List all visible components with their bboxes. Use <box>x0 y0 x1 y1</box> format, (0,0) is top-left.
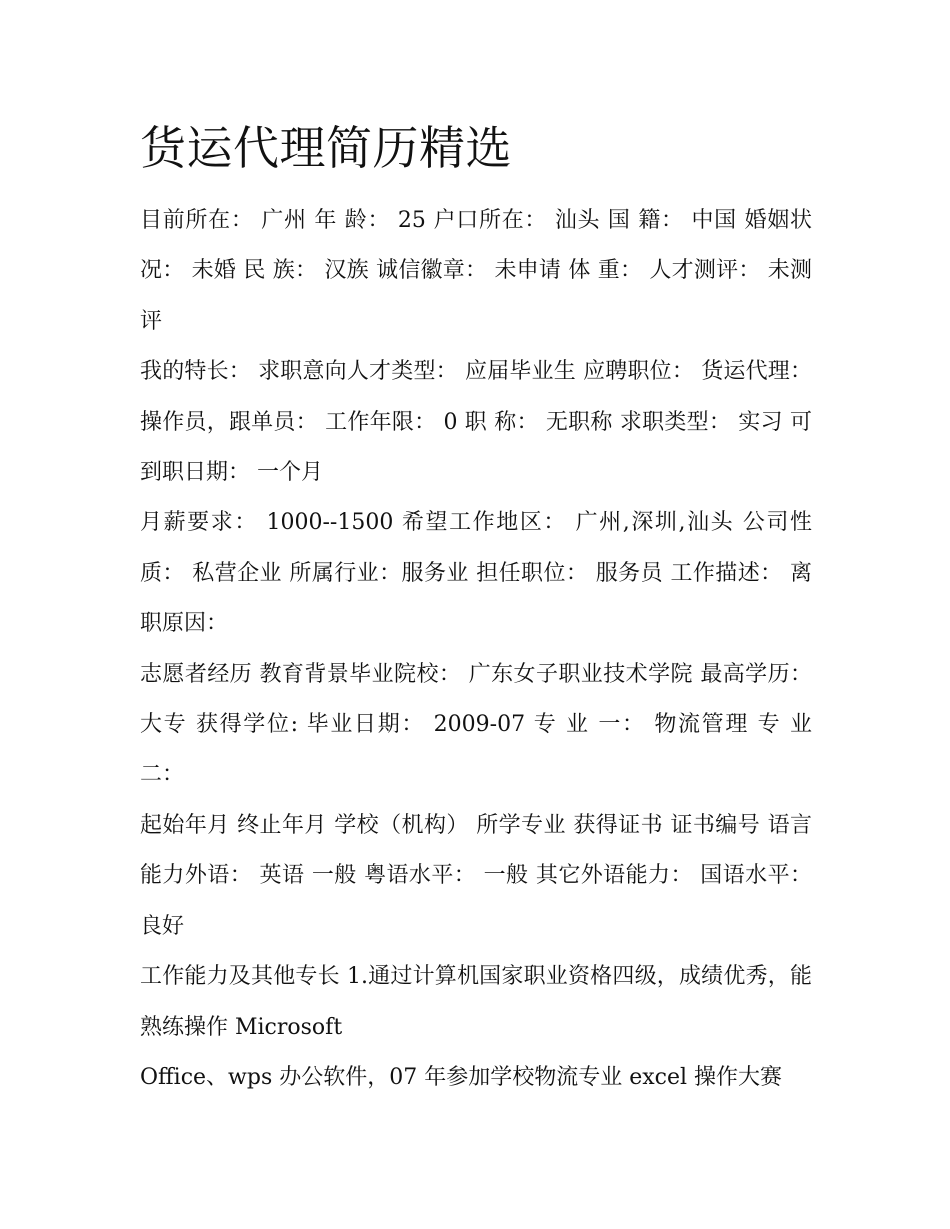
document-content <box>140 112 812 1103</box>
paragraph-personal-info: 目前所在： 广州 年 龄： 25 户口所在： 汕头 国 籍： 中国 婚姻状况： 未婚 民 族： 汉族 诚信徽章： 未申请 体 重： 人才测评： 未测评 <box>140 208 812 334</box>
paragraph-job-intention: 我的特长： 求职意向人才类型： 应届毕业生 应聘职位： 货运代理：操作员，跟单员： 工作年限： 0 职 称： 无职称 求职类型： 实习 可到职日期： 一个月 <box>140 359 812 486</box>
paragraph-language-skills: 起始年月 终止年月 学校（机构） 所学专业 获得证书 证书编号 语言能力外语： 英语 一般 粤语水平： 一般 其它外语能力： 国语水平： 良好 <box>140 812 812 939</box>
paragraph-office-skills: Office、wps 办公软件，07 年参加学校物流专业 excel 操作大赛 <box>140 1064 783 1090</box>
paragraph-education: 志愿者经历 教育背景毕业院校： 广东女子职业技术学院 最高学历： 大专 获得学位: 毕业日期： 2009-07 专 业 一： 物流管理 专 业 二： <box>140 661 812 788</box>
document-title: 货运代理简历精选 <box>140 121 512 175</box>
paragraph-salary-expectation: 月薪要求： 1000--1500 希望工作地区： 广州,深圳,汕头 公司性质： 私营企业 所属行业：服务业 担任职位： 服务员 工作描述： 离职原因： <box>140 510 812 637</box>
paragraph-work-skills: 工作能力及其他专长 1.通过计算机国家职业资格四级，成绩优秀，能熟练操作 Microsoft <box>140 964 812 1040</box>
